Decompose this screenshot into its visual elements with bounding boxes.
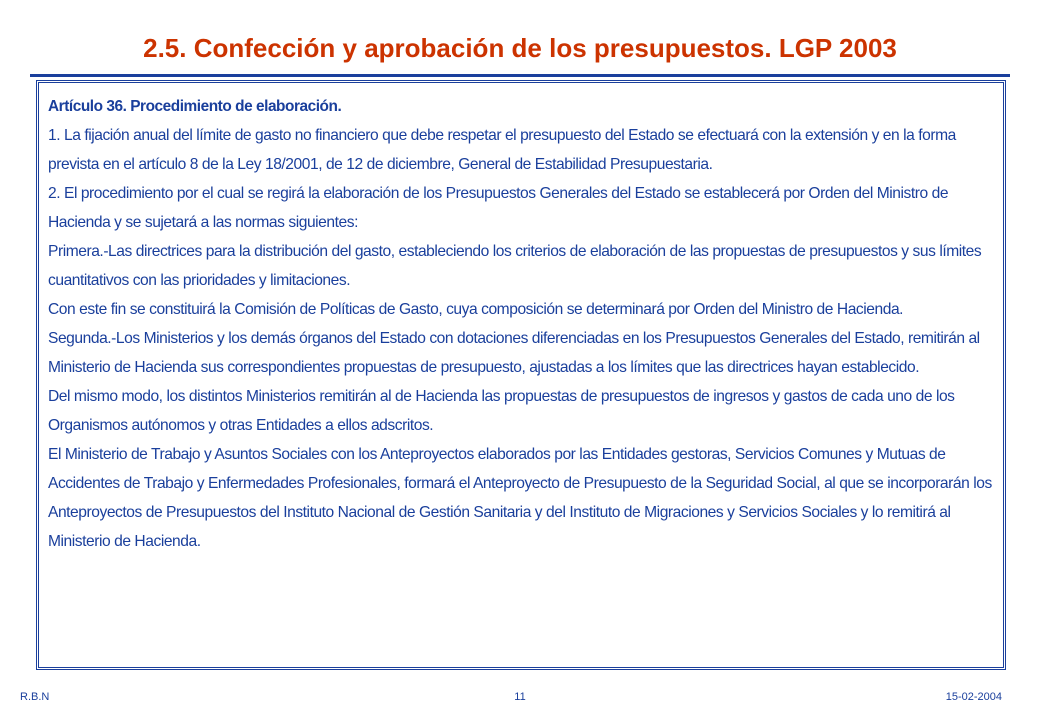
- article-paragraph-primera: Primera.-Las directrices para la distribución del gasto, estableciendo los criterios de elaboración de las propuestas de presupuestos y sus límites cuantitativos con las prioridades y limitaciones.: [48, 243, 982, 289]
- footer-date: 15-02-2004: [945, 691, 1002, 703]
- article-paragraph-seguridad-social: El Ministerio de Trabajo y Asuntos Sociales con los Anteproyectos elaborados por las Entidades gestoras, Servicios Comunes y Mutuas de Accidentes de Trabajo y Enfermedades Profesionales, formará el Anteproyecto de Presupuesto de la Seguridad Social, al que se incorporarán los Anteproyectos de Presupuestos del Instituto Nacional de Gestión Sanitaria y del Instituto de Migraciones y Servicios Sociales y lo remitirá al Ministerio de Hacienda.: [48, 446, 992, 550]
- article-heading: Artículo 36. Procedimiento de elaboración.: [48, 98, 342, 115]
- footer-author: R.B.N: [20, 691, 50, 703]
- article-paragraph-2: 2. El procedimiento por el cual se regirá la elaboración de los Presupuestos Generales del Estado se establecerá por Orden del Ministro de Hacienda y se sujetará a las normas siguientes:: [48, 185, 949, 231]
- article-paragraph-1: 1. La fijación anual del límite de gasto no financiero que debe respetar el presupuesto del Estado se efectuará con la extensión y en la forma prevista en el artículo 8 de la Ley 18/2001, de 12 de diciembre, General de Estabilidad Presupuestaria.: [48, 127, 956, 173]
- title-underline: [30, 74, 1010, 77]
- slide-title: 2.5. Confección y aprobación de los presupuestos. LGP 2003: [143, 33, 897, 63]
- article-paragraph-ministerios: Del mismo modo, los distintos Ministerios remitirán al de Hacienda las propuestas de presupuestos de ingresos y gastos de cada uno de los Organismos autónomos y otras Entidades a ellos adscritos.: [48, 388, 955, 434]
- article-box: [36, 80, 1006, 670]
- article-paragraph-segunda: Segunda.-Los Ministerios y los demás órganos del Estado con dotaciones diferenciadas en los Presupuestos Generales del Estado, remitirán al Ministerio de Hacienda sus correspondientes propuestas de presupuesto, ajustadas a los límites que las directrices hayan establecido.: [48, 330, 980, 376]
- footer-page-number: 11: [514, 691, 526, 703]
- article-paragraph-comision: Con este fin se constituirá la Comisión de Políticas de Gasto, cuya composición se determinará por Orden del Ministro de Hacienda.: [48, 301, 904, 318]
